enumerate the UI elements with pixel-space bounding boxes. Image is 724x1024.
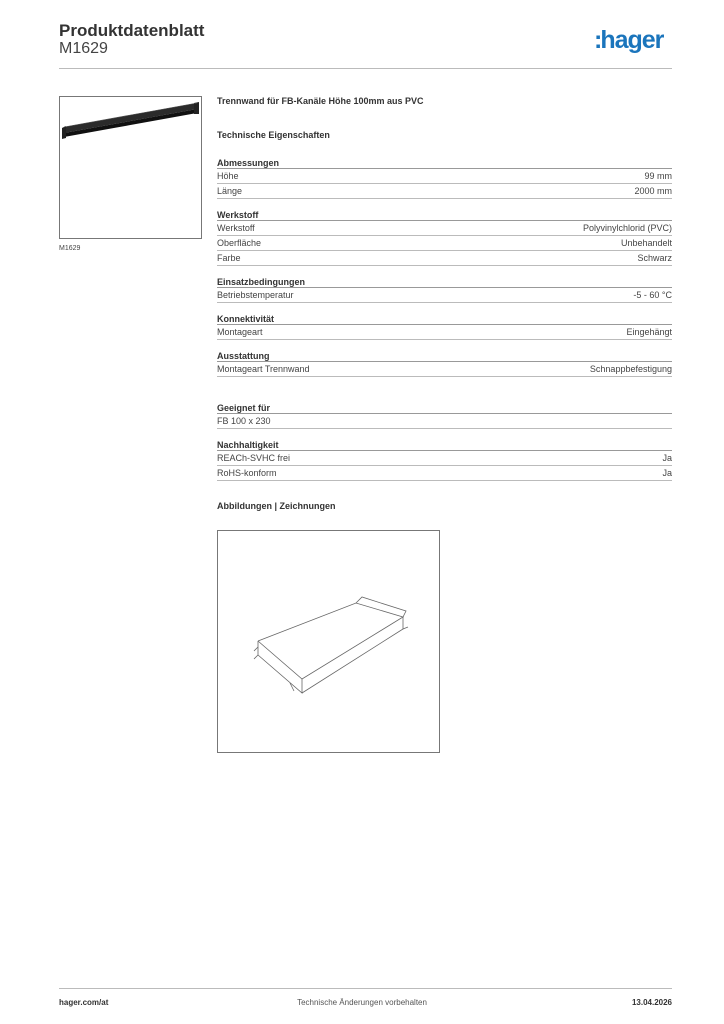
spec-label: Montageart [217,327,263,337]
tech-properties-heading: Technische Eigenschaften [217,130,330,140]
spec-label: Montageart Trennwand [217,364,310,374]
spec-label: Farbe [217,253,241,263]
product-image-caption: M1629 [59,245,81,252]
spec-value: -5 - 60 °C [633,290,672,300]
logo-dots: : [594,26,601,54]
spec-value: 2000 mm [634,186,672,196]
product-code: M1629 [59,40,108,57]
spec-label: Höhe [217,171,239,181]
section-ausstattung-title: Ausstattung [217,350,672,362]
page-title: Produktdatenblatt [59,21,205,40]
spec-row [217,451,672,466]
spec-label: Betriebstemperatur [217,290,294,300]
footer-divider [59,988,672,989]
spec-label: REACh-SVHC frei [217,453,291,463]
spec-content [217,96,672,517]
spec-value: 99 mm [644,171,672,181]
section-abmessungen-title: Abmessungen [217,157,672,169]
product-image [59,96,202,239]
spec-label: Länge [217,186,243,196]
hager-logo [594,26,663,55]
section-geeignet-title: Geeignet für [217,402,672,414]
section-einsatz-title: Einsatzbedingungen [217,276,672,288]
spec-value: Eingehängt [626,327,672,337]
spec-row [217,466,672,481]
spec-row [217,221,672,236]
spec-label: FB 100 x 230 [217,416,271,426]
spec-value: Schwarz [637,253,672,263]
spec-row [217,184,672,199]
spec-row [217,414,672,429]
technical-drawing [217,530,440,753]
spec-row [217,288,672,303]
footer-disclaimer: Technische Änderungen vorbehalten [297,998,427,1007]
logo-text: hager [600,26,664,54]
spec-row [217,236,672,251]
divider-drawing-icon [218,531,439,752]
spec-row [217,169,672,184]
footer-website[interactable]: hager.com/at [59,998,109,1007]
spec-label: Oberfläche [217,238,262,248]
spec-label: RoHS-konform [217,468,277,478]
spec-value: Polyvinylchlorid (PVC) [582,223,672,233]
footer-date: 13.04.2026 [631,998,672,1007]
spec-row [217,362,672,377]
figures-heading: Abbildungen | Zeichnungen [217,501,336,511]
spec-value: Unbehandelt [620,238,672,248]
spec-row [217,325,672,340]
spec-row [217,251,672,266]
section-nachhaltigkeit-title: Nachhaltigkeit [217,439,672,451]
spec-value: Ja [662,453,672,463]
spec-label: Werkstoff [217,223,255,233]
divider-profile-icon [60,97,201,238]
section-werkstoff-title: Werkstoff [217,209,672,221]
spec-value: Schnappbefestigung [589,364,672,374]
spec-value: Ja [662,468,672,478]
header-divider [59,68,672,69]
product-description: Trennwand für FB-Kanäle Höhe 100mm aus PVC [217,96,424,106]
section-konnektivitaet-title: Konnektivität [217,313,672,325]
